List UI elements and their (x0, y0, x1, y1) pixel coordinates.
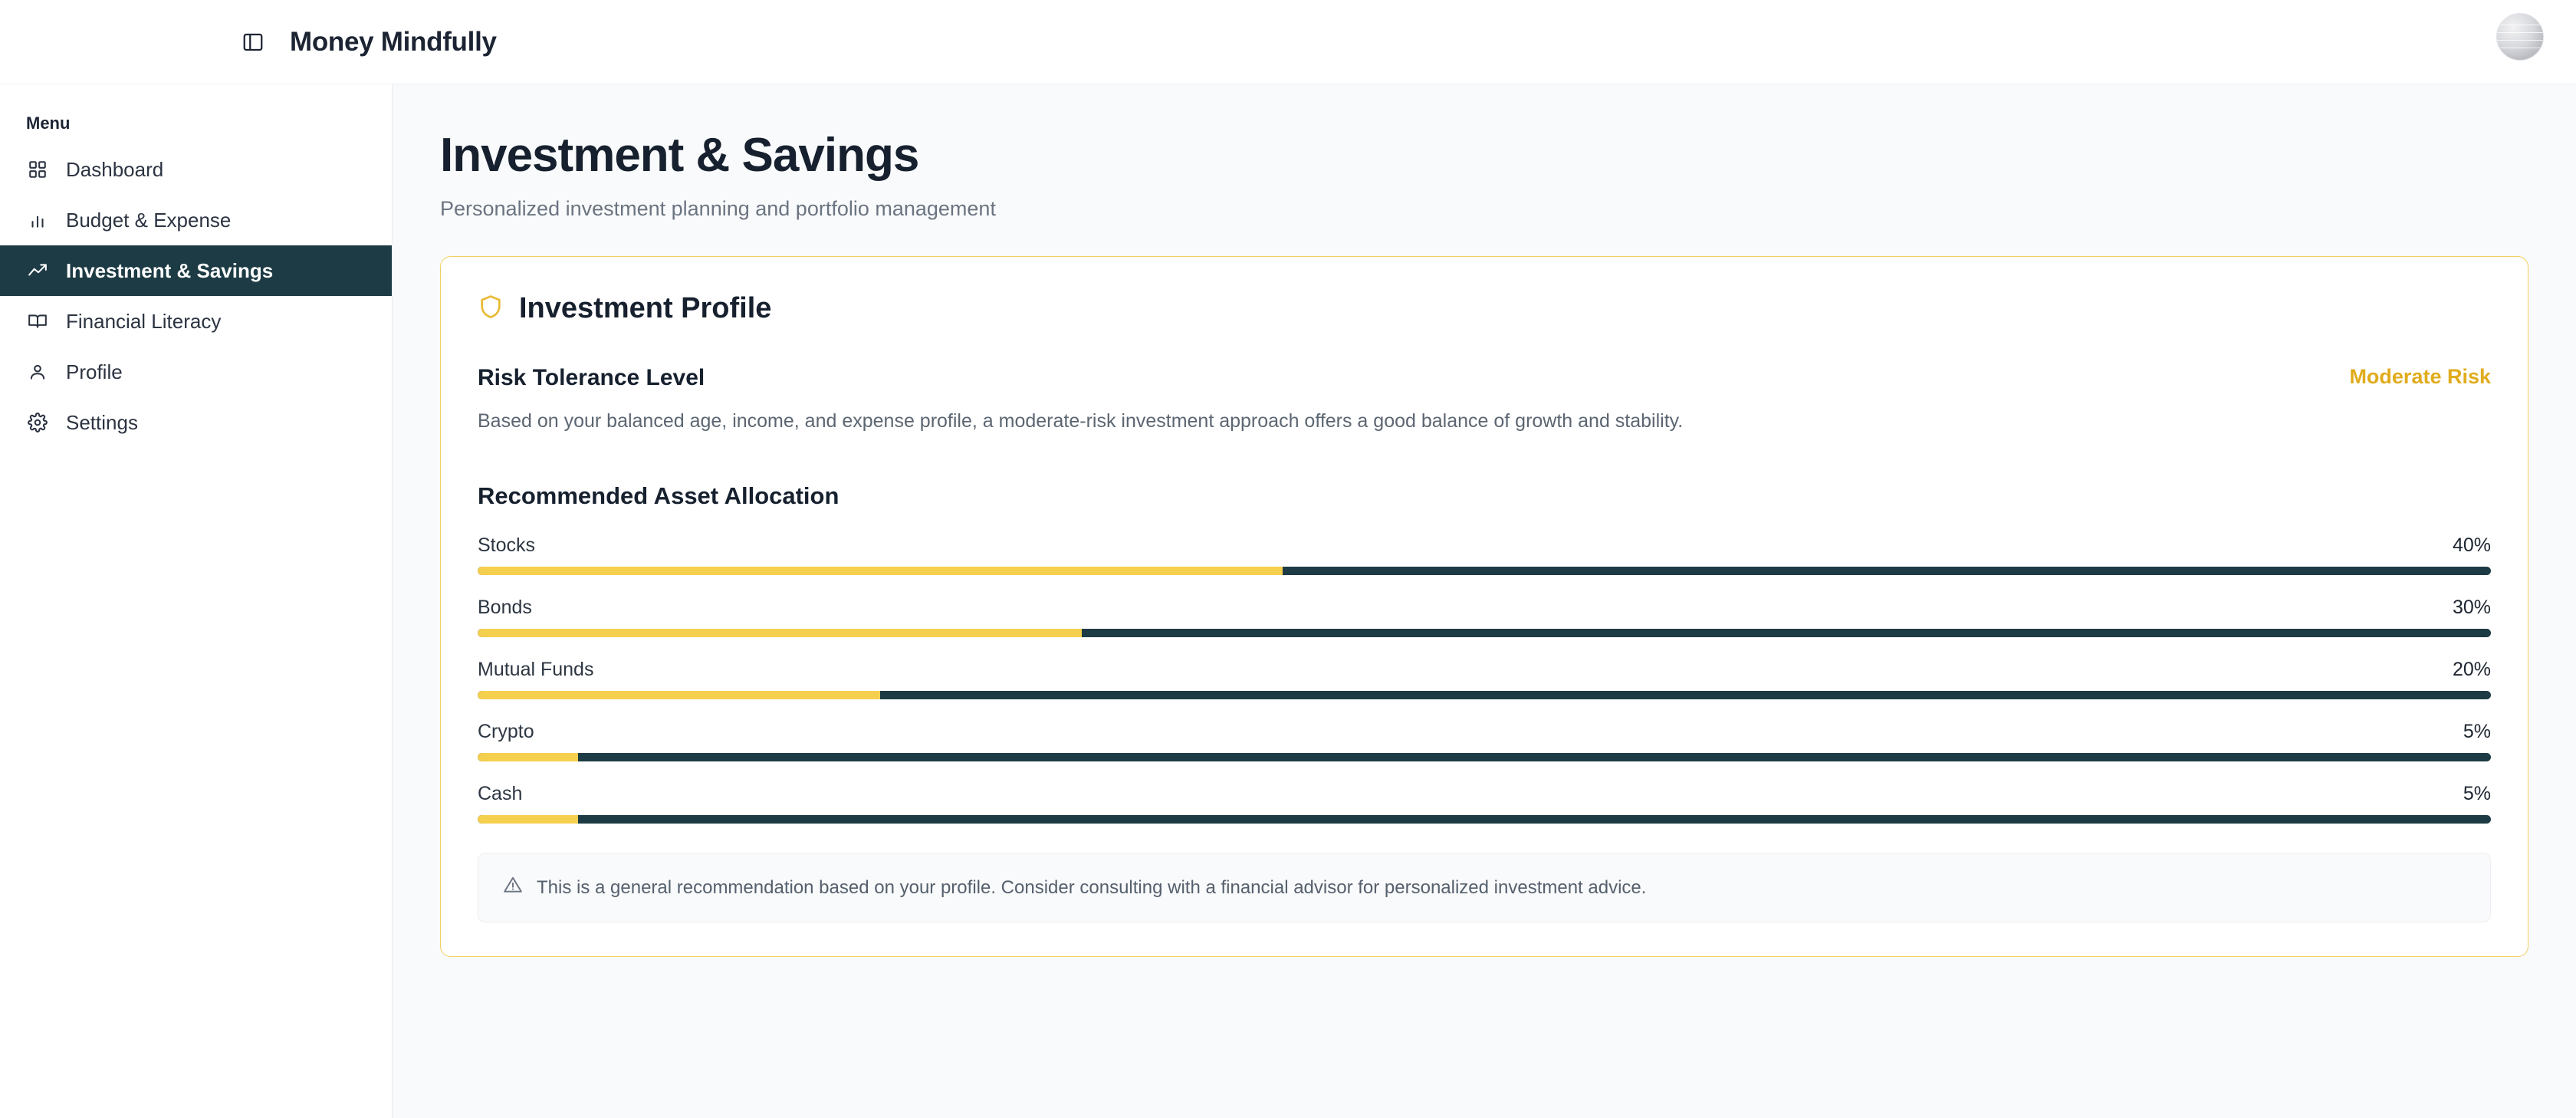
list-item (478, 534, 2491, 575)
list-item (478, 721, 2491, 761)
warning-icon (503, 875, 523, 900)
sidebar-item-label: Budget & Expense (66, 208, 232, 232)
allocation-label: Crypto (478, 721, 534, 743)
sidebar-item-financial-literacy[interactable] (0, 296, 392, 347)
app-brand-title: Money Mindfully (290, 26, 497, 57)
allocation-value: 5% (2463, 721, 2491, 743)
allocation-value: 40% (2452, 534, 2491, 557)
sidebar-item-investment-savings[interactable] (0, 245, 392, 296)
risk-tolerance-title: Risk Tolerance Level (478, 365, 705, 391)
gear-icon (26, 411, 49, 434)
risk-tolerance-row (478, 325, 2491, 391)
shield-icon (478, 294, 504, 324)
sidebar-menu-label: Menu (26, 113, 71, 133)
sidebar-item-label: Investment & Savings (66, 258, 274, 282)
user-icon (26, 360, 49, 383)
risk-description: Based on your balanced age, income, and expense profile, a moderate-risk investment approach offers a good balance of growth and stability. (478, 410, 1684, 432)
allocation-label: Bonds (478, 597, 532, 619)
status-badge: Moderate Risk (2349, 365, 2491, 389)
allocation-bar-track (478, 567, 2491, 575)
sidebar-item-budget-expense[interactable] (0, 195, 392, 245)
card-header (478, 292, 2491, 325)
allocation-title: Recommended Asset Allocation (478, 482, 840, 510)
allocation-bar-fill (478, 753, 578, 761)
allocation-label: Mutual Funds (478, 659, 594, 681)
sidebar-toggle-icon[interactable] (238, 27, 268, 58)
sidebar-item-label: Financial Literacy (66, 309, 222, 333)
sidebar-item-label: Dashboard (66, 157, 164, 181)
page-subtitle: Personalized investment planning and portfolio management (440, 197, 996, 221)
grid-icon (26, 158, 49, 181)
sidebar (0, 84, 393, 1118)
sidebar-item-dashboard[interactable] (0, 144, 392, 195)
allocation-bar-track (478, 691, 2491, 699)
list-item (478, 659, 2491, 699)
allocation-bar-fill (478, 567, 1283, 575)
sidebar-item-label: Settings (66, 410, 138, 434)
bar-chart-icon (26, 209, 49, 232)
main-content (393, 84, 2576, 1118)
sidebar-item-settings[interactable] (0, 397, 392, 448)
list-item (478, 783, 2491, 824)
allocation-list (478, 534, 2491, 824)
avatar[interactable] (2496, 13, 2544, 61)
allocation-bar-fill (478, 691, 880, 699)
allocation-bar-track (478, 815, 2491, 824)
card-title: Investment Profile (519, 292, 772, 325)
allocation-bar-fill (478, 815, 578, 824)
page-title: Investment & Savings (440, 129, 919, 182)
trending-up-icon (26, 259, 49, 282)
sidebar-item-profile[interactable] (0, 347, 392, 397)
allocation-bar-fill (478, 629, 1082, 637)
allocation-bar-track (478, 753, 2491, 761)
advisory-note-text: This is a general recommendation based on your profile. Consider consulting with a financial advisor for personalized investment advice. (537, 876, 1647, 898)
book-open-icon (26, 310, 49, 333)
list-item (478, 597, 2491, 637)
body (0, 84, 2576, 1118)
investment-profile-card (440, 256, 2528, 957)
allocation-label: Cash (478, 783, 523, 805)
allocation-bar-track (478, 629, 2491, 637)
allocation-value: 30% (2452, 597, 2491, 619)
sidebar-item-label: Profile (66, 360, 123, 383)
top-bar (0, 0, 2576, 84)
allocation-value: 20% (2452, 659, 2491, 681)
advisory-note (478, 853, 2491, 922)
allocation-label: Stocks (478, 534, 536, 557)
allocation-value: 5% (2463, 783, 2491, 805)
